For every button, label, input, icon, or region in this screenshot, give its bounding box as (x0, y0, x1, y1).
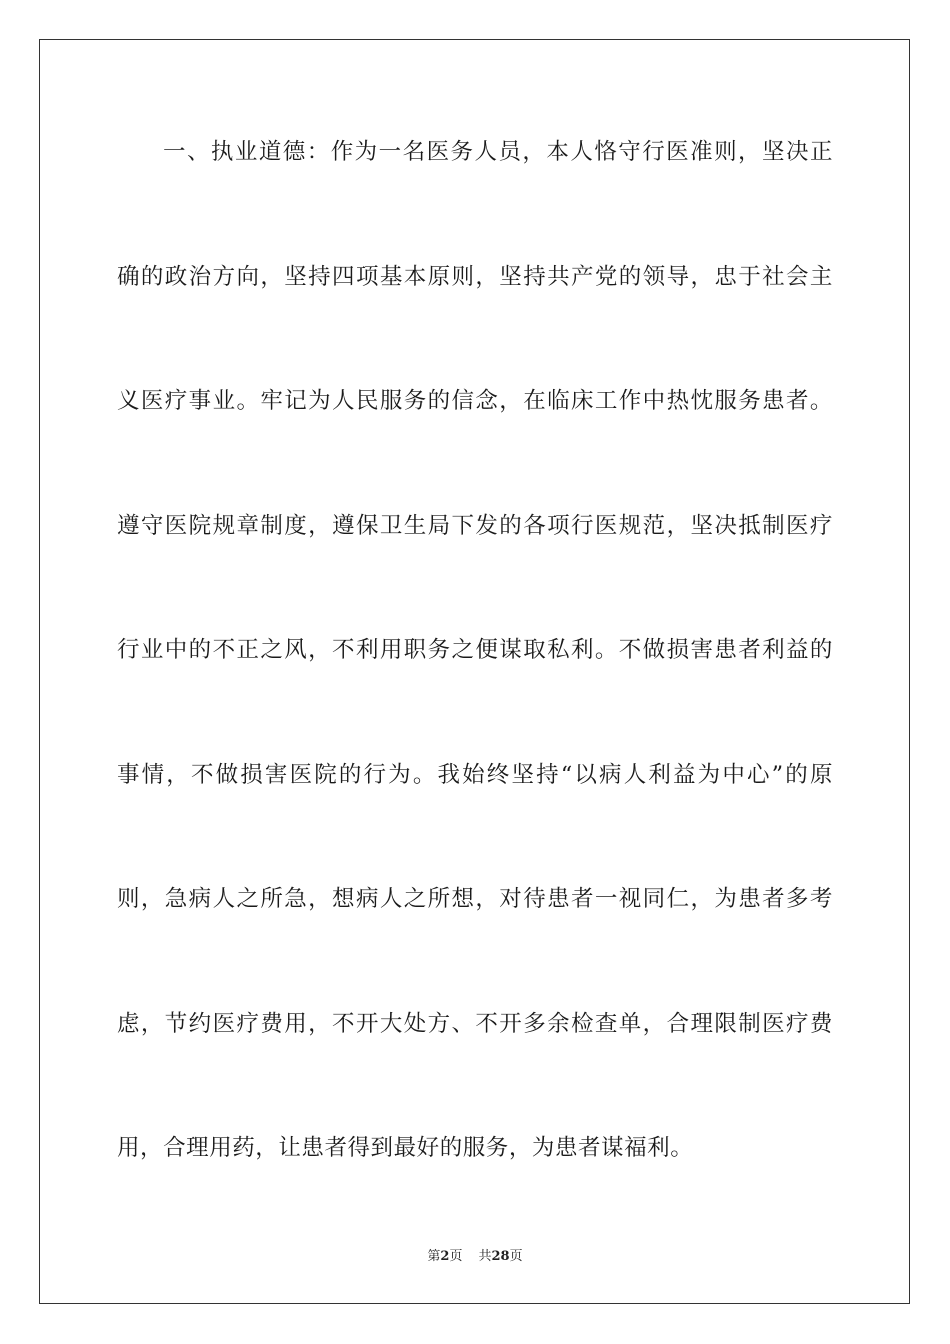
paragraph-line-7: 则，急病人之所急，想病人之所想，对待患者一视同仁，为患者多考 (117, 886, 833, 912)
document-body (117, 134, 833, 1255)
page-suffix: 页 (449, 1249, 463, 1264)
page-footer (0, 1248, 950, 1266)
paragraph-line-2: 确的政治方向，坚持四项基本原则，坚持共产党的领导，忠于社会主 (117, 263, 833, 290)
paragraph-line-8: 虑，节约医疗费用，不开大处方、不开多余检查单，合理限制医疗费 (117, 1010, 833, 1037)
page-number: 2 (440, 1249, 450, 1264)
paragraph-line-9: 用，合理用药，让患者得到最好的服务，为患者谋福利。 (117, 1135, 694, 1161)
page-prefix: 第 (427, 1249, 441, 1264)
paragraph-line-1: 一、执业道德：作为一名医务人员，本人恪守行医准则，坚决正 (163, 139, 833, 165)
paragraph-line-4: 遵守医院规章制度，遵保卫生局下发的各项行医规范，坚决抵制医疗 (117, 512, 833, 539)
paragraph-line-6: 事情，不做损害医院的行为。我始终坚持“以病人利益为中心”的原 (117, 761, 833, 788)
paragraph-line-3: 义医疗事业。牢记为人民服务的信念，在临床工作中热忱服务患者。 (117, 388, 833, 414)
total-pages: 28 (491, 1249, 510, 1264)
total-prefix: 共 (478, 1249, 492, 1264)
total-suffix: 页 (509, 1249, 523, 1264)
paragraph-line-5: 行业中的不正之风，不利用职务之便谋取私利。不做损害患者利益的 (117, 637, 833, 663)
